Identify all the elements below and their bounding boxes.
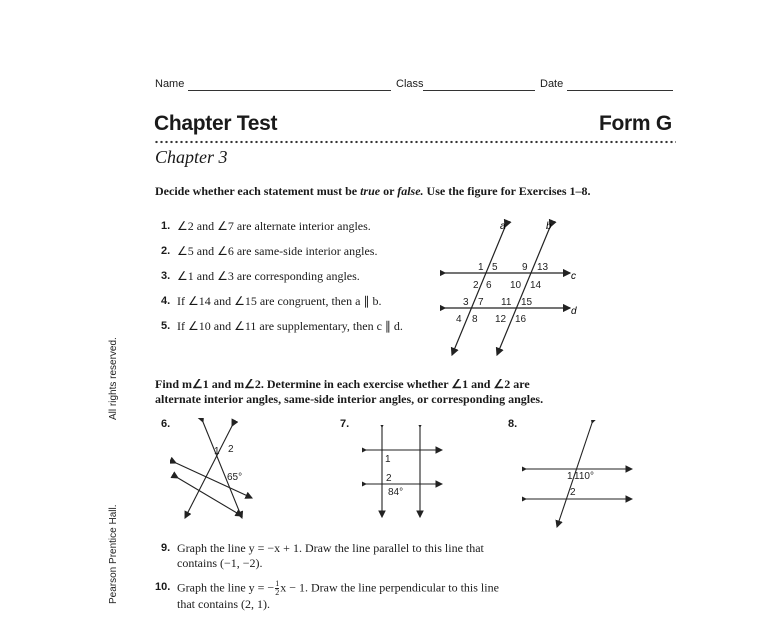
ex10-text-b: x − 1. Draw the line perpendicular to this line [280, 580, 499, 595]
ex7-angle-2: 2 [386, 473, 392, 484]
statement-text: If ∠14 and ∠15 are congruent, then a ∥ b. [177, 294, 382, 308]
angle-6: 6 [486, 280, 492, 291]
name-field[interactable] [188, 90, 391, 91]
line-a [452, 227, 505, 355]
label-b: b [546, 221, 552, 232]
angle-5: 5 [492, 262, 498, 273]
label-c: c [571, 271, 576, 282]
item-number: 9. [161, 542, 171, 554]
ex10-fraction [275, 580, 279, 597]
angle-13: 13 [537, 262, 549, 273]
angle-1: 1 [478, 262, 484, 273]
ex7-given-angle: 84° [388, 487, 404, 498]
instr-false: false. [397, 184, 424, 198]
ex10-text-a: Graph the line y = − [177, 580, 275, 595]
item-number: 4. [161, 295, 171, 307]
label-a: a [500, 221, 506, 232]
item-number: 3. [161, 270, 171, 282]
exercise-7-number: 7. [340, 418, 350, 430]
exercise-8-figure [522, 420, 637, 530]
ex6-angle-1: 1 [214, 446, 220, 457]
transversal-figure [440, 215, 590, 360]
class-field[interactable] [423, 90, 535, 91]
instr-true: true [360, 184, 381, 198]
date-field[interactable] [567, 90, 673, 91]
item-number: 1. [161, 220, 171, 232]
ex6-angle-2: 2 [228, 444, 234, 455]
angle-12: 12 [495, 314, 507, 325]
item-number: 10. [155, 581, 171, 593]
ex6-given-angle: 65° [227, 472, 243, 483]
angle-8: 8 [472, 314, 478, 325]
exercise-9-line2: contains (−1, −2). [177, 556, 263, 570]
exercise-9-line1: Graph the line y = −x + 1. Draw the line parallel to this line that [177, 541, 484, 555]
part2-instructions-line1: Find m∠1 and m∠2. Determine in each exercise whether ∠1 and ∠2 are [155, 377, 530, 391]
angle-3: 3 [463, 297, 469, 308]
part1-instructions [155, 184, 591, 199]
statement-text: ∠2 and ∠7 are alternate interior angles. [177, 219, 371, 233]
statement-text: ∠1 and ∠3 are corresponding angles. [177, 269, 360, 283]
instr-or: or [380, 184, 398, 198]
statement-text: If ∠10 and ∠11 are supplementary, then c ∥ d. [177, 319, 403, 333]
ex8-angle-1: 1 [567, 471, 573, 482]
name-label: Name [155, 78, 185, 90]
page-title: Chapter Test [154, 112, 278, 135]
ex10-frac-den: 2 [275, 588, 280, 597]
angle-16: 16 [515, 314, 527, 325]
angle-14: 14 [530, 280, 542, 291]
angle-9: 9 [522, 262, 528, 273]
ex8-angle-2: 2 [570, 487, 576, 498]
instr-text-a: Decide whether each statement must be [155, 184, 361, 198]
label-d: d [571, 306, 577, 317]
form-label: Form G [599, 112, 672, 135]
statement-text: ∠5 and ∠6 are same-side interior angles. [177, 244, 378, 258]
line-b [497, 227, 550, 355]
item-number: 2. [161, 245, 171, 257]
instr-text-b: Use the figure for Exercises 1–8. [423, 184, 591, 198]
angle-2: 2 [473, 280, 479, 291]
angle-7: 7 [478, 297, 484, 308]
ex7-angle-1: 1 [385, 454, 391, 465]
exercise-10-line1 [177, 580, 499, 597]
part2-instructions-line2: alternate interior angles, same-side interior angles, or corresponding angles. [155, 392, 544, 406]
exercise-8-number: 8. [508, 418, 518, 430]
title-divider [154, 140, 676, 144]
publisher-note: Pearson Prentice Hall. [108, 504, 119, 604]
angle-10: 10 [510, 280, 522, 291]
exercise-10-line2: that contains (2, 1). [177, 597, 270, 611]
exercise-6-number: 6. [161, 418, 171, 430]
angle-4: 4 [456, 314, 462, 325]
ex10-frac-num: 1 [275, 579, 280, 588]
exercise-7-figure [362, 425, 447, 520]
date-label: Date [540, 78, 564, 90]
chapter-subtitle: Chapter 3 [155, 147, 228, 167]
rights-reserved-note: All rights reserved. [108, 337, 119, 420]
class-label: Class [396, 78, 424, 90]
angle-15: 15 [521, 297, 533, 308]
exercise-6-figure [170, 418, 265, 523]
ex8-given-angle: 110° [574, 471, 594, 482]
item-number: 5. [161, 320, 171, 332]
angle-11: 11 [501, 297, 512, 308]
